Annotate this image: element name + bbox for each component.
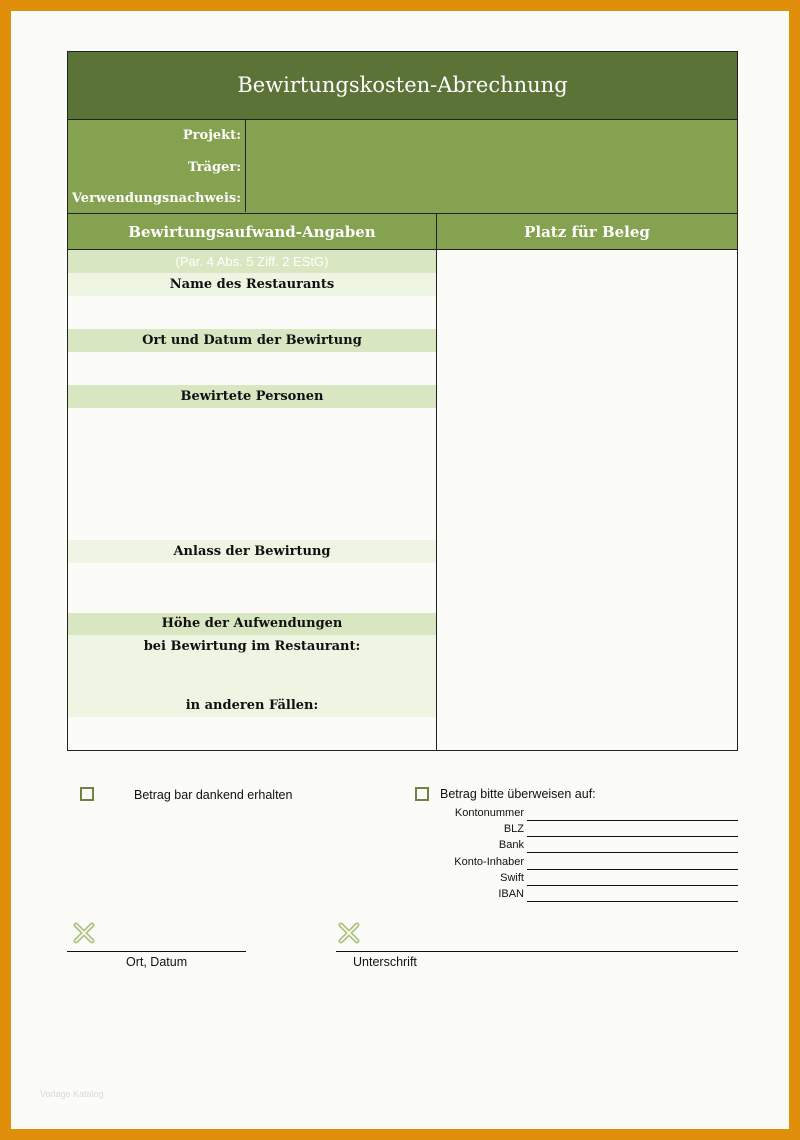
amount-other-field[interactable]	[68, 717, 436, 749]
proof-label: Verwendungsnachweis:	[71, 191, 241, 206]
section-right-header: Platz für Beleg	[437, 214, 737, 250]
document-page	[11, 11, 789, 1129]
bank-line-iban[interactable]	[527, 901, 738, 902]
proof-field[interactable]	[248, 184, 736, 210]
bank-label-blz: BLZ	[503, 823, 524, 835]
place-date-caption: Ort, Datum	[126, 955, 188, 969]
bank-line-swift[interactable]	[527, 885, 738, 886]
transfer-checkbox[interactable]	[415, 787, 429, 801]
cash-label: Betrag bar dankend erhalten	[134, 788, 293, 802]
bank-label-swift: Swift	[500, 872, 524, 884]
restaurant-name-field[interactable]	[68, 296, 436, 329]
signature-line[interactable]	[336, 951, 738, 952]
sponsor-field[interactable]	[248, 153, 736, 179]
amount-other-label: in anderen Fällen:	[68, 695, 436, 717]
bank-label-iban: IBAN	[498, 888, 524, 900]
bank-line-holder[interactable]	[527, 869, 738, 870]
place-date-signature-line[interactable]	[67, 951, 246, 952]
occasion-label: Anlass der Bewirtung	[68, 540, 436, 563]
meta-labels	[68, 120, 246, 212]
bank-label-account: Kontonummer	[454, 807, 524, 819]
signature-caption: Unterschrift	[353, 955, 417, 969]
bank-label-holder: Konto-Inhaber	[454, 856, 524, 868]
transfer-label: Betrag bitte überweisen auf:	[440, 787, 596, 801]
expense-form	[67, 51, 738, 751]
amount-restaurant-label: bei Bewirtung im Restaurant:	[68, 635, 436, 695]
form-title: Bewirtungskosten-Abrechnung	[68, 52, 737, 120]
watermark: Vorlage Katalog	[40, 1089, 104, 1099]
restaurant-name-label: Name des Restaurants	[68, 273, 436, 296]
receipt-area	[438, 250, 736, 750]
bank-line-blz[interactable]	[527, 836, 738, 837]
occasion-field[interactable]	[68, 563, 436, 613]
place-date-field[interactable]	[68, 352, 436, 385]
persons-label: Bewirtete Personen	[68, 385, 436, 408]
persons-field[interactable]	[68, 408, 436, 540]
project-field[interactable]	[248, 122, 736, 148]
x-mark-icon	[337, 921, 361, 945]
paragraph-reference: (Par. 4 Abs. 5 Ziff. 2 EStG)	[68, 250, 436, 273]
bank-line-bank[interactable]	[527, 852, 738, 853]
x-mark-icon	[72, 921, 96, 945]
section-left-header: Bewirtungsaufwand-Angaben	[68, 214, 436, 250]
bank-line-account[interactable]	[527, 820, 738, 821]
project-label: Projekt:	[182, 128, 241, 143]
column-divider	[436, 214, 437, 751]
place-date-label: Ort und Datum der Bewirtung	[68, 329, 436, 352]
amount-heading: Höhe der Aufwendungen	[68, 613, 436, 635]
meta-section	[68, 120, 737, 214]
sponsor-label: Träger:	[187, 160, 241, 175]
cash-checkbox[interactable]	[80, 787, 94, 801]
bank-label-bank: Bank	[498, 839, 524, 851]
